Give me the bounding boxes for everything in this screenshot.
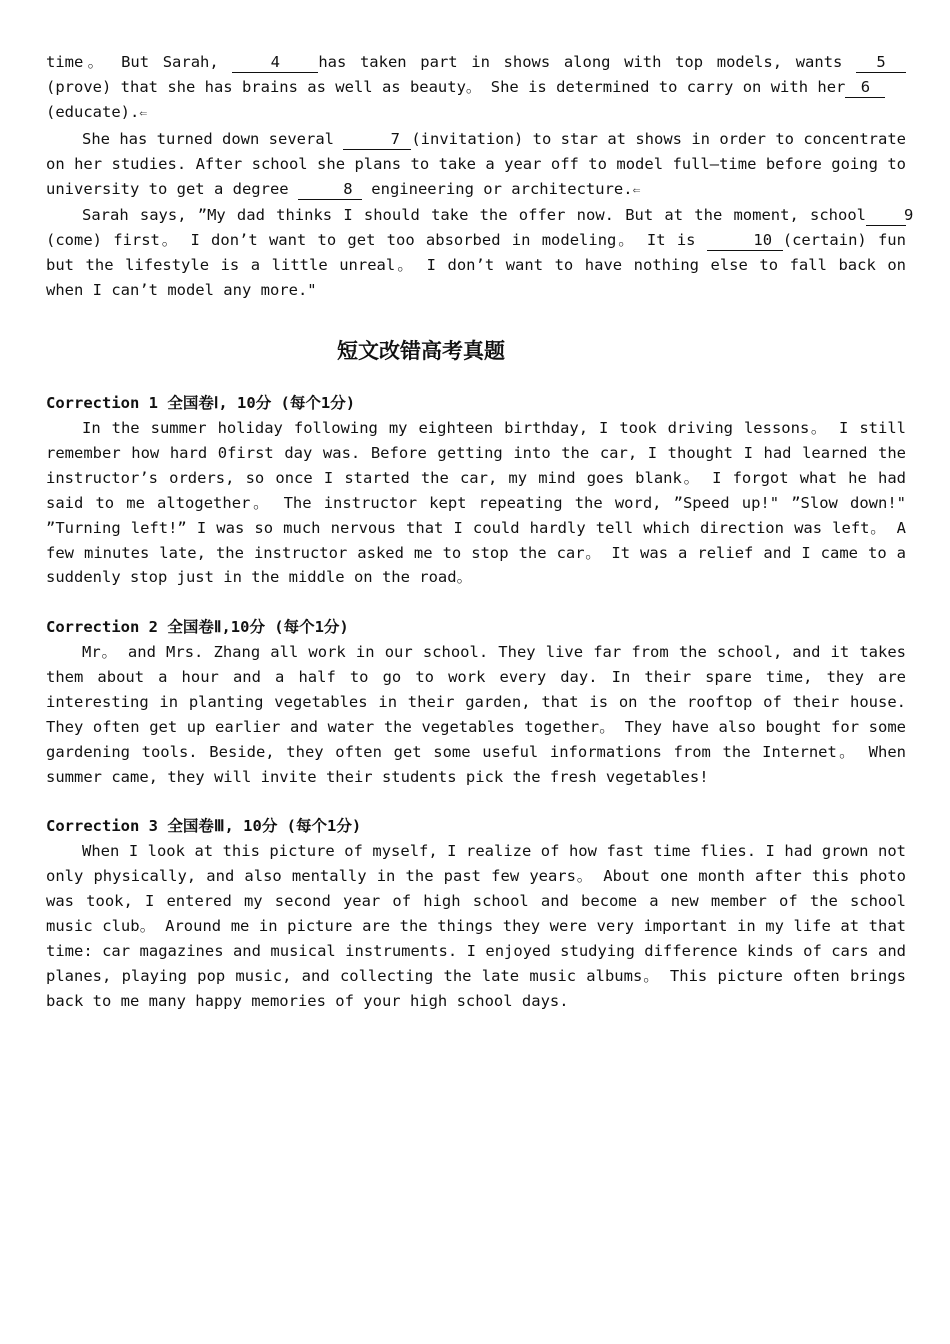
blank-6[interactable]: 6 (845, 78, 885, 98)
spacer (46, 590, 906, 615)
blank-8[interactable]: 8 (298, 180, 362, 200)
cloze-text: Sarah says, ”My dad thinks I should take the offer now. But at the moment, school (82, 206, 866, 225)
blank-5[interactable]: 5 (856, 53, 906, 73)
correction-2-heading: Correction 2 全国卷Ⅱ,10分 (每个1分) (46, 618, 349, 637)
correction-3-heading: Correction 3 全国卷Ⅲ, 10分 (每个1分) (46, 817, 362, 836)
cloze-paragraph-3 (46, 203, 914, 303)
cloze-text: (certain) fun but the lifestyle is a little unreal。 I don’t want to have nothing else to fall back on when I can’t model any more." (46, 231, 906, 300)
cloze-text: (invitation) to star at shows in order to concentrate on her studies. After school she plans to take a year off to model full—time before going to university to get a degree (46, 129, 906, 198)
cloze-text: She has turned down several (82, 129, 344, 148)
correction-1-text: In the summer holiday following my eighteen birthday, I took driving lessons。 I still remember how hard 0first day was. Before getting into the car, I thought I had learned the instructor’s orders, so once I started the car, my mind goes blank。 I forgot what he had said to me altogether。 The instructor kept repeating the word, ”Speed up!" ”Slow down!" ”Turning left!” I was so much nervous that I could hardly tell which direction was left。 A few minutes late, the instructor asked me to stop the car。 It was a relief and I came to a suddenly stop just in the middle on the road。 (46, 418, 906, 587)
cloze-text: time。 But Sarah, (46, 53, 233, 71)
blank-4[interactable]: 4 (232, 53, 318, 73)
document-page (46, 50, 914, 1014)
cloze-text: engineering or architecture. (361, 179, 633, 198)
paragraph-mark-icon: ⇐ (632, 182, 641, 198)
section-title: 短文改错高考真题 (337, 338, 505, 364)
blank-9[interactable]: 9 (866, 206, 906, 226)
cloze-text: (prove) that she has brains as well as beauty。 She is determined to carry on with her (46, 77, 846, 96)
blank-7[interactable]: 7 (343, 130, 411, 150)
cloze-paragraph-2 (46, 127, 906, 204)
spacer (46, 790, 906, 815)
cloze-paragraph-1 (46, 50, 906, 127)
correction-1-heading: Correction 1 全国卷Ⅰ, 10分 (每个1分) (46, 394, 356, 413)
cloze-text: (come) first。 I don’t want to get too absorbed in modeling。 It is (46, 231, 707, 250)
cloze-text: has taken part in shows along with top models, wants (318, 53, 856, 71)
correction-3-text: When I look at this picture of myself, I realize of how fast time flies. I had grown not only physically, and also mentally in the past few years。 About one month after this photo was took, I entered my second year of high school and become a new member of the school music club。 Around me in picture are the things they were very important in my life at that time: car magazines and musical instruments. I enjoyed studying difference kinds of cars and planes, playing pop music, and collecting the late music albums。 This picture often brings back to me many happy memories of your high school days. (46, 842, 906, 1010)
paragraph-mark-icon: ⇐ (139, 105, 148, 121)
cloze-text: (educate). (46, 102, 140, 121)
correction-2-text: Mr。 and Mrs. Zhang all work in our school. They live far from the school, and it takes them about a hour and a half to go to work every day. In their spare time, they are interesting in planting vegetables in their garden, that is on the rooftop of their house. They often get up earlier and water the vegetables together。 They have also bought for some gardening tools. Beside, they often get some useful informations from the Internet。 When summer came, they will invite their students pick the fresh vegetables! (46, 643, 906, 786)
blank-10[interactable]: 10 (707, 231, 783, 251)
